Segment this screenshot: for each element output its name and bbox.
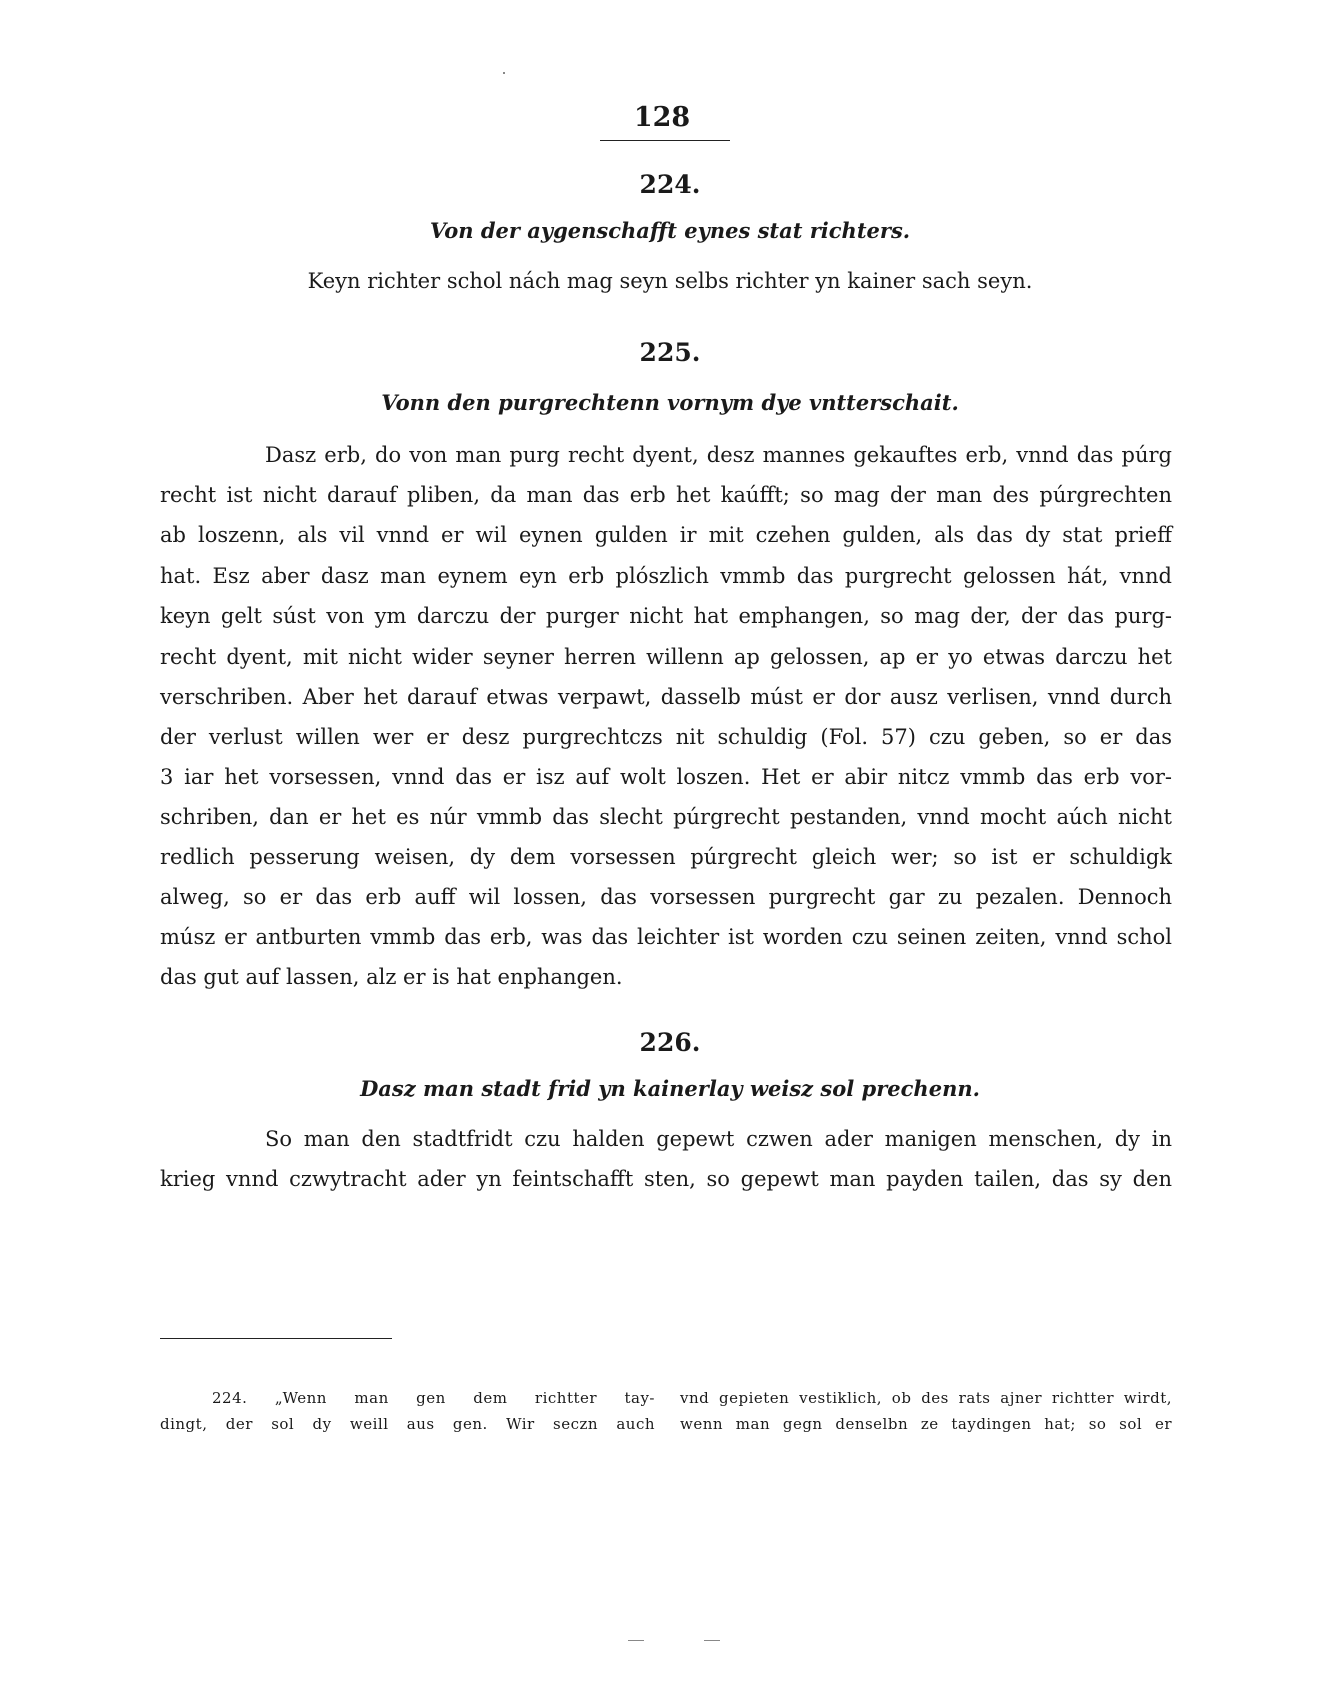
section-226-number: 226. (639, 1028, 701, 1057)
section-225-line: das gut auf lassen, alz er is hat enphangen. (160, 965, 623, 989)
section-225-line: verschriben. Aber het darauf etwas verpawt, dasselb múst er dor ausz verlisen, vnnd durch (160, 685, 1172, 709)
scan-speck (704, 1640, 720, 1641)
section-225-line: alweg, so er das erb auff wil lossen, das vorsessen purgrecht gar zu pezalen. Dennoch (160, 885, 1172, 909)
section-225-line: recht dyent, mit nicht wider seyner herren willenn ap gelossen, ap er yo etwas darczu het (160, 645, 1172, 669)
footnote-rule (160, 1338, 392, 1339)
scan-speck (503, 72, 505, 74)
section-225-line: 3 iar het vorsessen, vnnd das er isz auf wolt loszen. Het er abir nitcz vmmb das erb vor- (160, 765, 1172, 789)
section-226-title: Dasz man stadt frid yn kainerlay weisz sol prechenn. (360, 1076, 980, 1101)
section-224-title: Von der aygenschafft eynes stat richters. (429, 218, 911, 243)
section-225-line: Dasz erb, do von man purg recht dyent, desz mannes gekauftes erb, vnnd das púrg (265, 443, 1172, 467)
section-225-line: ab loszenn, als vil vnnd er wil eynen gulden ir mit czehen gulden, als das dy stat prieff (160, 523, 1172, 547)
section-225-line: hat. Esz aber dasz man eynem eyn erb plószlich vmmb das purgrecht gelossen hát, vnnd (160, 564, 1172, 588)
scan-speck (628, 1640, 644, 1641)
footnote-right-line: vnd gepieten vestiklich, ob des rats ajner richtter wirdt, (680, 1389, 1172, 1407)
section-224-number: 224. (639, 170, 701, 199)
page-number-rule (600, 140, 730, 141)
section-226-line: krieg vnnd czwytracht ader yn feintschafft sten, so gepewt man payden tailen, das sy den (160, 1167, 1172, 1191)
page-number: 128 (633, 102, 691, 133)
section-225-line: keyn gelt súst von ym darczu der purger nicht hat emphangen, so mag der, der das purg- (160, 604, 1172, 628)
section-225-line: der verlust willen wer er desz purgrechtczs nit schuldig (Fol. 57) czu geben, so er das (160, 725, 1172, 749)
section-225-line: recht ist nicht darauf pliben, da man das erb het kaúfft; so mag der man des púrgrechten (160, 483, 1172, 507)
section-225-title: Vonn den purgrechtenn vornym dye vntterschait. (381, 390, 959, 415)
section-225-line: redlich pesserung weisen, dy dem vorsessen púrgrecht gleich wer; so ist er schuldigk (160, 845, 1172, 869)
section-225-number: 225. (639, 338, 701, 367)
section-224-text: Keyn richter schol nách mag seyn selbs richter yn kainer sach seyn. (307, 269, 1033, 293)
section-225-line: schriben, dan er het es núr vmmb das slecht púrgrecht pestanden, vnnd mocht aúch nicht (160, 805, 1172, 829)
section-225-line: músz er antburten vmmb das erb, was das leichter ist worden czu seinen zeiten, vnnd schol (160, 925, 1172, 949)
section-226-line: So man den stadtfridt czu halden gepewt czwen ader manigen menschen, dy in (265, 1127, 1172, 1151)
footnote-left-line: dingt, der sol dy weill aus gen. Wir seczn auch (160, 1415, 655, 1433)
footnote-left-line: 224. „Wenn man gen dem richtter tay- (212, 1389, 655, 1407)
footnote-right-line: wenn man gegn denselbn ze taydingen hat; so sol er (680, 1415, 1172, 1433)
